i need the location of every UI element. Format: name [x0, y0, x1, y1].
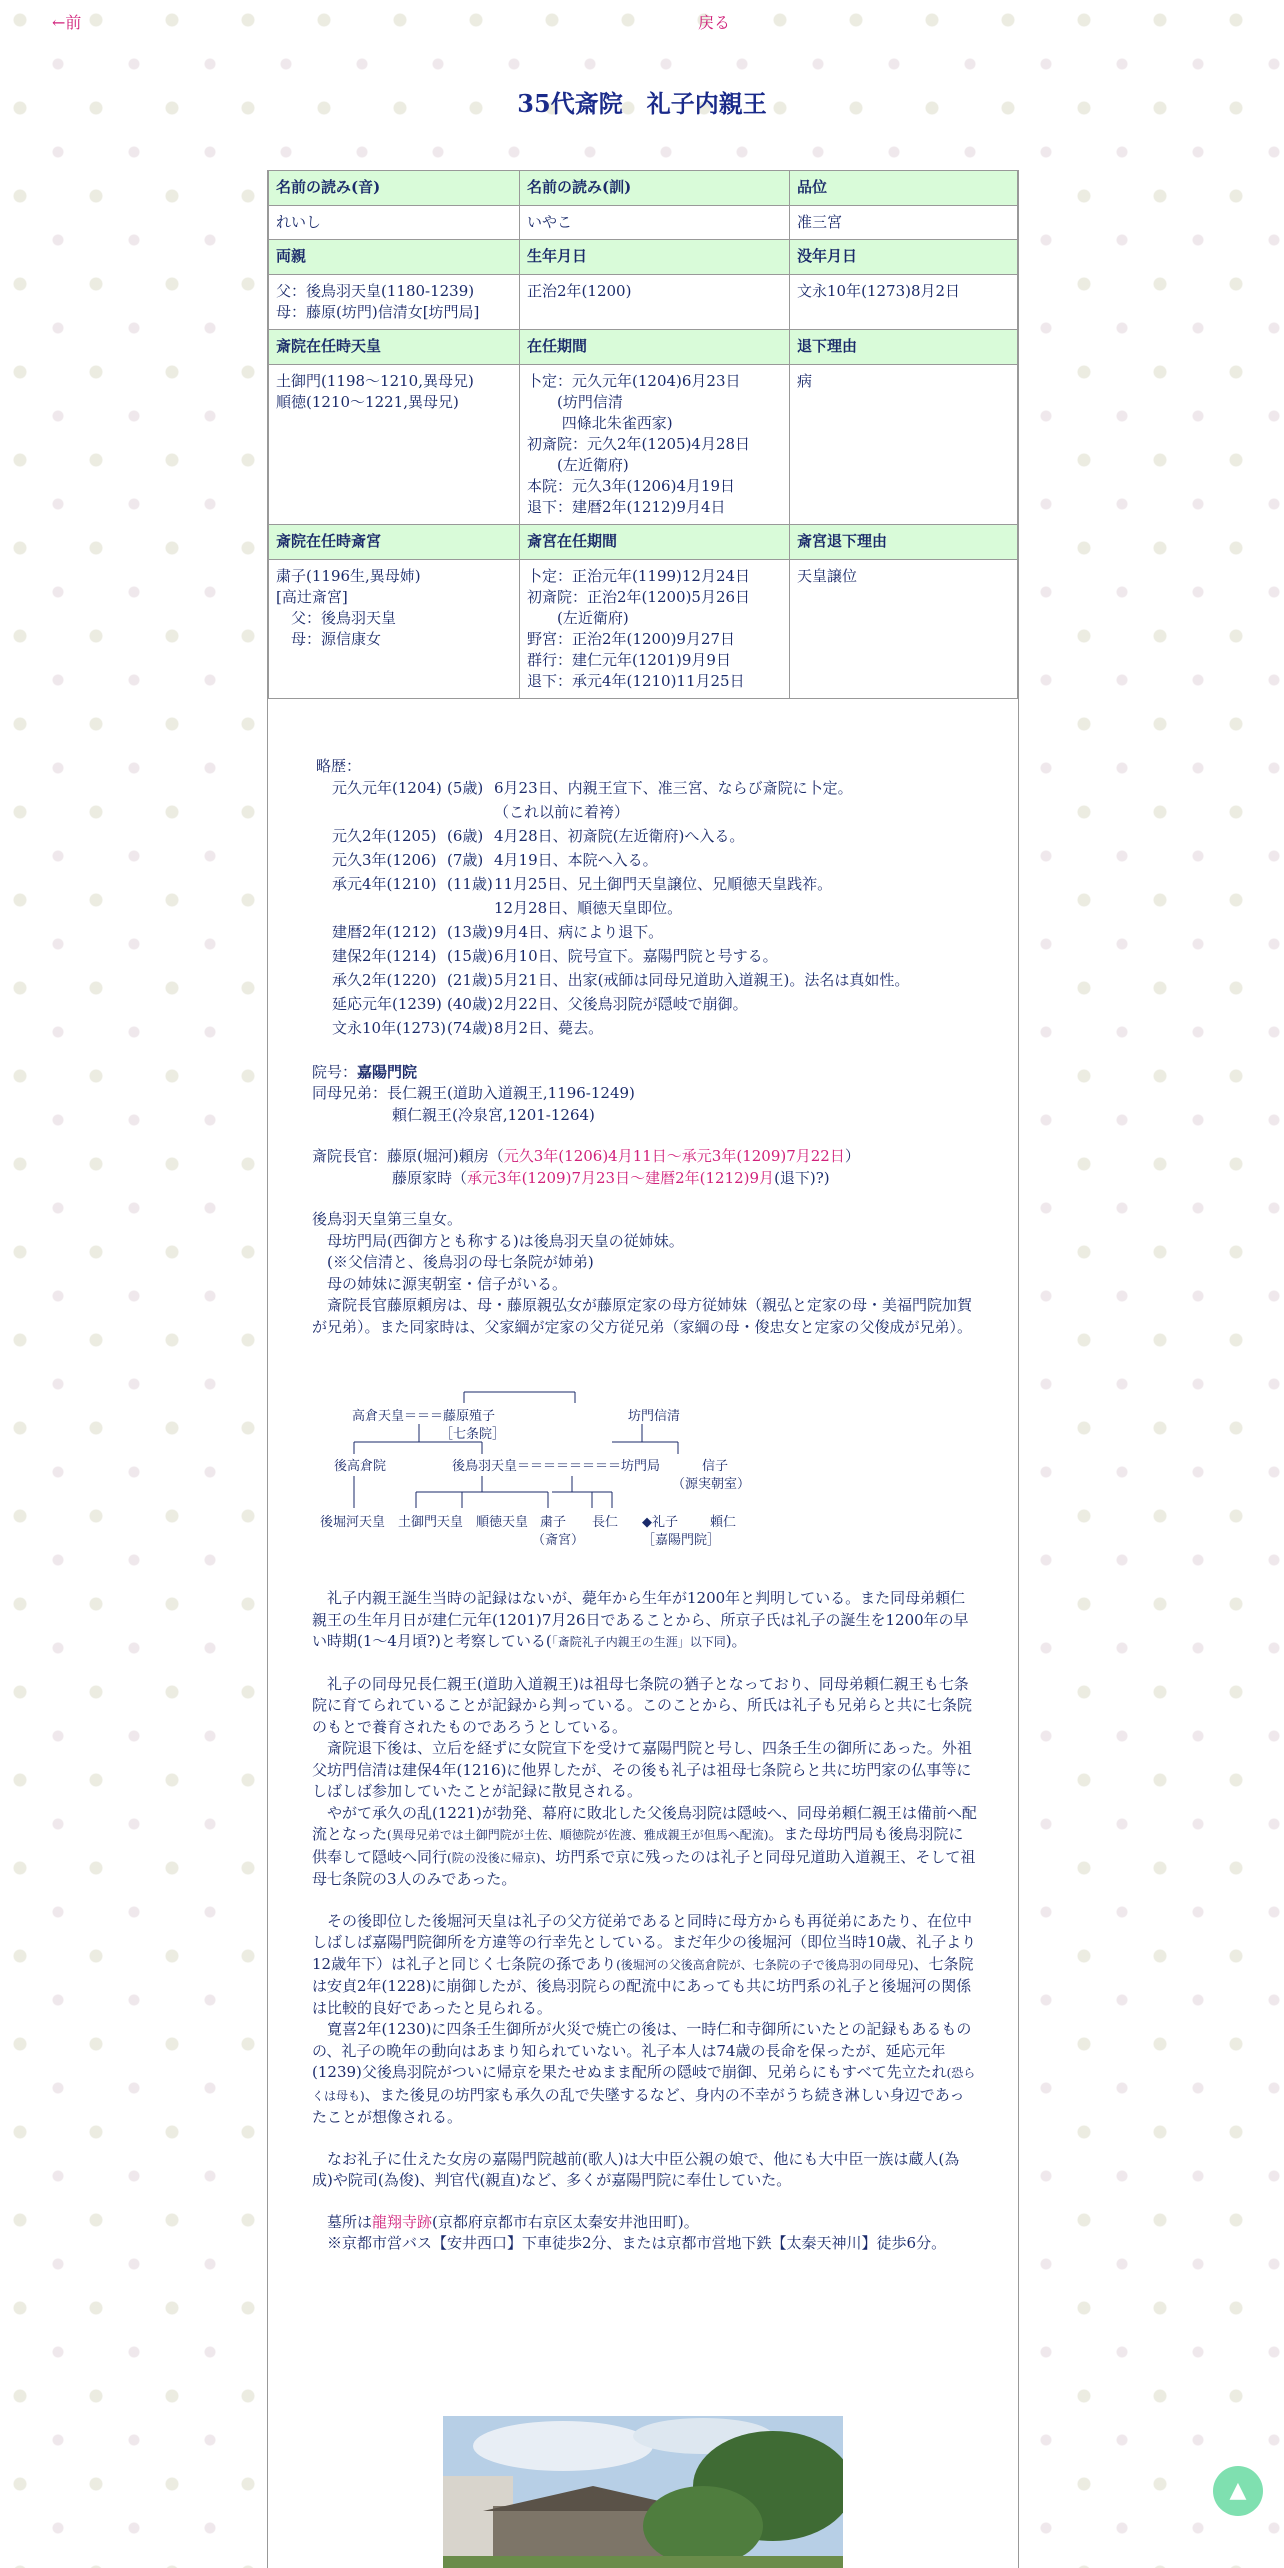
history-text: 6月10日、院号宣下。嘉陽門院と号する。 [494, 946, 778, 965]
grave-label: 墓所は [312, 2212, 373, 2231]
emperor-line: 土御門(1198～1210,異母兄) [276, 372, 474, 390]
history-age: (13歳) [447, 922, 493, 941]
chouka-period: 元久3年(1206)4月11日～承元3年(1209)7月22日 [503, 1147, 845, 1165]
tree-gotoba: 後鳥羽天皇＝＝＝＝＝＝＝＝坊門局 [452, 1459, 661, 1474]
tree-shukushi: 粛子 [540, 1515, 567, 1530]
saigu-term-line: 卜定：正治元年(1199)12月24日 [527, 567, 751, 585]
chouka-person: 藤原(堀河)頼房 [387, 1147, 489, 1165]
history-text: 4月28日、初斎院(左近衛府)へ入る。 [494, 826, 745, 845]
saigu-line: 父：後鳥羽天皇 [276, 609, 397, 627]
header-rank: 品位 [790, 171, 1018, 206]
history-section [316, 756, 978, 1042]
tree-gohorikawa: 後堀河天皇 [320, 1515, 386, 1530]
paragraph-note: (院の没後に帰京) [447, 1850, 541, 1865]
ingou-name: 嘉陽門院 [357, 1062, 418, 1081]
history-date: 延応元年(1239) [332, 994, 442, 1013]
tree-gotakakura: 後高倉院 [334, 1459, 387, 1474]
scroll-to-top-button[interactable] [1213, 2466, 1263, 2516]
history-text: 4月19日、本院へ入る。 [494, 850, 658, 869]
ingou-label: 院号： [312, 1062, 358, 1081]
history-text: 12月28日、順徳天皇即位。 [494, 898, 683, 917]
header-parents: 両親 [269, 240, 520, 275]
header-saigu: 斎院在任時斎宮 [269, 525, 520, 560]
cell-saigu-reason: 天皇譲位 [790, 560, 1018, 699]
chouka-note: (退下)?) [774, 1168, 830, 1187]
paragraph-note: (恐らくは母も) [312, 2066, 976, 2103]
history-row [316, 922, 978, 946]
history-text: 8月2日、薨去。 [494, 1018, 604, 1037]
history-row [316, 898, 978, 922]
paragraph-upbringing: 礼子の同母兄長仁親王(道助入道親王)は祖母七条院の猶子となっており、同母弟頼仁親王も七条院に育てられていることが記録から判っている。このことから、所氏は礼子も兄弟らと共に七条院のもとで養育されたものであろうとしている。 [312, 1674, 973, 1736]
history-date: 元久3年(1206) [332, 850, 437, 869]
paragraph-later-life [312, 2019, 978, 2129]
paragraph-text: 、七条院は安貞2年(1228)に崩御したが、後鳥羽院らの配流中にあっても共に坊門系の礼子と後堀河の関係は比較的良好であったと見られる。 [312, 1954, 974, 2017]
chouka-period: 承元3年(1209)7月23日～建暦2年(1212)9月 [467, 1168, 775, 1187]
header-reason: 退下理由 [790, 330, 1018, 365]
header-saigu-reason: 斎宮退下理由 [790, 525, 1018, 560]
history-text: 6月23日、内親王宣下、准三宮、ならび斎院に卜定。 [494, 778, 853, 797]
paragraph-attendants: なお礼子に仕えた女房の嘉陽門院越前(歌人)は大中臣公親の娘で、他にも大中臣一族は蔵人(為成)や院司(為俊)、判官代(親直)など、多くが嘉陽門院に奉仕していた。 [312, 2149, 960, 2189]
access-line: ※京都市営バス【安井西口】下車徒歩2分、または京都市営地下鉄【太秦天神川】徒歩6分。 [312, 2234, 947, 2252]
prev-link[interactable]: ←前 [52, 13, 82, 32]
history-text: 5月21日、出家(戒師は同母兄道助入道親王)。法名は真如性。 [494, 970, 910, 989]
header-term: 在任期間 [520, 330, 790, 365]
bio-line: 母の姉妹に源実朝室・信子がいる。 [312, 1274, 568, 1293]
history-text: 9月4日、病により退下。 [494, 922, 664, 941]
tree-sanetomo: （源実朝室） [672, 1477, 751, 1492]
info-table [268, 170, 1018, 699]
cell-term [520, 365, 790, 525]
history-date: 承元4年(1210) [332, 874, 437, 893]
ingou-line [312, 1062, 978, 1084]
tree-nobuko: 信子 [702, 1459, 729, 1474]
tree-shichijo: ［七条院］ [440, 1427, 506, 1442]
history-row [316, 874, 978, 898]
paragraph-gohorikawa [312, 1911, 978, 2020]
paragraph-note: (後堀河の父後高倉院が、七条院の子で後鳥羽の同母兄) [616, 1957, 914, 1972]
history-list [316, 778, 978, 1042]
cell-death: 文永10年(1273)8月2日 [790, 275, 1018, 330]
term-line: 四條北朱雀西家) [527, 414, 673, 432]
history-row [316, 778, 978, 802]
history-date: 元久2年(1205) [332, 826, 437, 845]
cell-birth: 正治2年(1200) [520, 275, 790, 330]
tree-tsuchimikado: 土御門天皇 [398, 1515, 464, 1530]
grave-photo [443, 2416, 843, 2568]
tree-nobukiyo: 坊門信清 [628, 1409, 681, 1424]
saigu-term-line: 初斎院：正治2年(1200)5月26日 [527, 588, 751, 606]
bio-line: 後鳥羽天皇第三皇女。 [312, 1210, 463, 1228]
chouka-line: 斎院長官：藤原(堀河)頼房（元久3年(1206)4月11日～承元3年(1209)7月22日） [312, 1147, 860, 1165]
paragraph-text: 。また母坊門局も後鳥羽院に供奉して隠岐へ同行 [312, 1825, 964, 1866]
emperor-line: 順徳(1210～1221,異母兄) [276, 393, 459, 411]
tree-kayo: ［嘉陽門院］ [642, 1533, 721, 1548]
grave-address: (京都府京都市右京区太秦安井池田町)。 [432, 2212, 699, 2231]
cell-saigu-term [520, 560, 790, 699]
history-text: 11月25日、兄土御門天皇譲位、兄順徳天皇践祚。 [494, 874, 833, 893]
back-link[interactable]: 戻る [698, 13, 731, 32]
history-age: (6歳) [447, 826, 484, 845]
history-row [316, 826, 978, 850]
temple-link[interactable]: 龍翔寺跡 [372, 2212, 433, 2231]
chouka-person: 藤原家時 [392, 1168, 453, 1187]
history-date: 元久元年(1204) [332, 778, 442, 797]
history-age: (7歳) [447, 850, 484, 869]
history-age: (21歳) [447, 970, 493, 989]
cell-parents [269, 275, 520, 330]
header-death: 没年月日 [790, 240, 1018, 275]
arrow-up-icon: ▲ [1229, 2478, 1247, 2503]
cell-reading-on: れいし [269, 206, 520, 240]
saigu-line: 母：源信康女 [276, 630, 382, 648]
cell-emperor [269, 365, 520, 525]
paragraph-text: その後即位した後堀河天皇は礼子の父方従弟であると同時に母方からも再従弟にあたり、在位中しばしば嘉陽門院御所を方違等の行幸先としている。まだ年少の後堀河（即位当時10歳、礼子より12歳年下）は礼子と同じく七条院の孫であり [312, 1911, 977, 1973]
history-row [316, 850, 978, 874]
history-age: (74歳) [447, 1018, 493, 1037]
tree-saigu-note: （斎宮） [532, 1533, 585, 1548]
paragraph-jokyu [312, 1803, 978, 1891]
term-line: 卜定：元久元年(1204)6月23日 [527, 372, 741, 390]
cell-saigu [269, 560, 520, 699]
tree-juntoku: 順徳天皇 [476, 1515, 529, 1530]
paragraph-note: 「斎院礼子内親王の生涯」以下同 [551, 1635, 726, 1649]
header-reading-kun: 名前の読み(訓) [520, 171, 790, 206]
history-row [316, 1018, 978, 1042]
article-body [312, 756, 978, 2255]
history-text: （これ以前に着袴） [494, 802, 630, 821]
family-tree [312, 1358, 978, 1588]
history-date: 承久2年(1220) [332, 970, 437, 989]
paragraph-text: 、また後見の坊門家も承久の乱で失墜するなど、身内の不幸がうち続き淋しい身辺であったことが想像される。 [312, 2085, 965, 2126]
siblings-line [312, 1083, 978, 1105]
header-emperor: 斎院在任時天皇 [269, 330, 520, 365]
history-label: 略歴： [316, 757, 362, 775]
saigu-term-line: (左近衛府) [527, 609, 629, 627]
saigu-line: [高辻斎宮] [276, 588, 348, 606]
paragraph-text: 、坊門系で京に残ったのは礼子と同母兄道助入道親王、そして祖母七条院の3人のみであった。 [312, 1847, 976, 1888]
saigu-term-line: 群行：建仁元年(1201)9月9日 [527, 651, 731, 669]
siblings-line-2 [312, 1105, 978, 1127]
cell-reading-kun: いやこ [520, 206, 790, 240]
paragraph-birth [312, 1588, 978, 1654]
header-reading-on: 名前の読み(音) [269, 171, 520, 206]
history-date: 建暦2年(1212) [332, 922, 437, 941]
tree-yorihito: 頼仁 [710, 1515, 737, 1530]
saigu-term-line: 野宮：正治2年(1200)9月27日 [527, 630, 736, 648]
header-saigu-term: 斎宮在任期間 [520, 525, 790, 560]
parent-father: 父：後鳥羽天皇(1180-1239) [276, 282, 475, 300]
history-row [316, 970, 978, 994]
history-age: (40歳) [447, 994, 493, 1013]
tree-takakura: 高倉天皇＝＝＝藤原殖子 [352, 1409, 496, 1424]
cell-reason: 病 [790, 365, 1018, 525]
term-line: 退下：建暦2年(1212)9月4日 [527, 498, 726, 516]
tree-nagahito: 長仁 [592, 1515, 619, 1530]
term-line: (左近衛府) [527, 456, 629, 474]
history-date: 建保2年(1214) [332, 946, 437, 965]
paragraph-text: )。 [725, 1632, 747, 1650]
history-age: (5歳) [447, 778, 484, 797]
history-text: 2月22日、父後鳥羽院が隠岐で崩御。 [494, 994, 748, 1013]
top-nav [0, 10, 1284, 34]
bio-line: 母坊門局(西御方とも称する)は後鳥羽天皇の従姉妹。 [312, 1231, 684, 1250]
history-age: (15歳) [447, 946, 493, 965]
history-age: (11歳) [447, 874, 493, 893]
sibling-name: 頼仁親王(冷泉宮,1201-1264) [392, 1105, 595, 1124]
header-birth: 生年月日 [520, 240, 790, 275]
chouka-line-2: 藤原家時（承元3年(1209)7月23日～建暦2年(1212)9月(退下)?) [392, 1168, 830, 1187]
page-title: 35代斎院 礼子内親王 [517, 89, 767, 118]
bio-line: 斎院長官藤原頼房は、母・藤原親弘女が藤原定家の母方従姉妹（親弘と定家の母・美福門院加賀が兄弟）。また同家時は、父家綱が定家の父方従兄弟（家綱の母・俊忠女と定家の父俊成が兄弟）。 [312, 1296, 973, 1336]
paragraph-text: 礼子内親王誕生当時の記録はないが、薨年から生年が1200年と判明している。また同母弟頼仁親王の生年月日が建仁元年(1201)7月26日であることから、所京子氏は礼子の誕生を1200年の早い時期(1～4月頃?)と考察している( [312, 1589, 969, 1650]
grave-photo-image [443, 2416, 843, 2568]
history-row [316, 802, 978, 826]
history-date: 文永10年(1273) [332, 1018, 446, 1037]
paragraph-text: やがて承久の乱(1221)が勃発、幕府に敗北した父後鳥羽院は隠岐へ、同母弟頼仁親王は備前へ配流となった [312, 1803, 977, 1843]
term-line: (坊門信清 [527, 393, 623, 411]
paragraph-note: (異母兄弟では土御門院が土佐、順徳院が佐渡、雅成親王が但馬へ配流) [387, 1828, 769, 1842]
chouka-label: 斎院長官： [312, 1147, 388, 1165]
grave-line [312, 2212, 978, 2234]
content-panel [267, 170, 1019, 2568]
cell-rank: 准三宮 [790, 206, 1018, 240]
saigu-term-line: 退下：承元4年(1210)11月25日 [527, 672, 745, 690]
history-row [316, 946, 978, 970]
tree-reishi: ◆礼子 [642, 1515, 678, 1530]
sibling-name: 長仁親王(道助入道親王,1196-1249) [387, 1084, 635, 1102]
term-line: 本院：元久3年(1206)4月19日 [527, 477, 736, 495]
history-row [316, 994, 978, 1018]
paragraph-after-retire: 斎院退下後は、立后を経ずに女院宣下を受けて嘉陽門院と号し、四条壬生の御所にあった。外祖父坊門信清は建保4年(1216)に他界したが、その後も礼子は祖母七条院らと共に坊門家の仏事等にしばしば参加していたことが記録に散見される。 [312, 1739, 972, 1800]
saigu-line: 粛子(1196生,異母姉) [276, 567, 421, 585]
siblings-label: 同母兄弟： [312, 1084, 388, 1102]
parent-mother: 母：藤原(坊門)信清女[坊門局] [276, 303, 480, 321]
term-line: 初斎院：元久2年(1205)4月28日 [527, 435, 751, 453]
bio-line: (※父信清と、後鳥羽の母七条院が姉弟) [312, 1253, 594, 1271]
paragraph-text: 寛喜2年(1230)に四条壬生御所が火災で焼亡の後は、一時仁和寺御所にいたとの記録もあるものの、礼子の晩年の動向はあまり知られていない。礼子本人は74歳の長命を保ったが、延応元年(1239)父後鳥羽院がついに帰京を果たせぬまま配所の隠岐で崩御、兄弟らにもすべて先立たれ [312, 2020, 972, 2081]
